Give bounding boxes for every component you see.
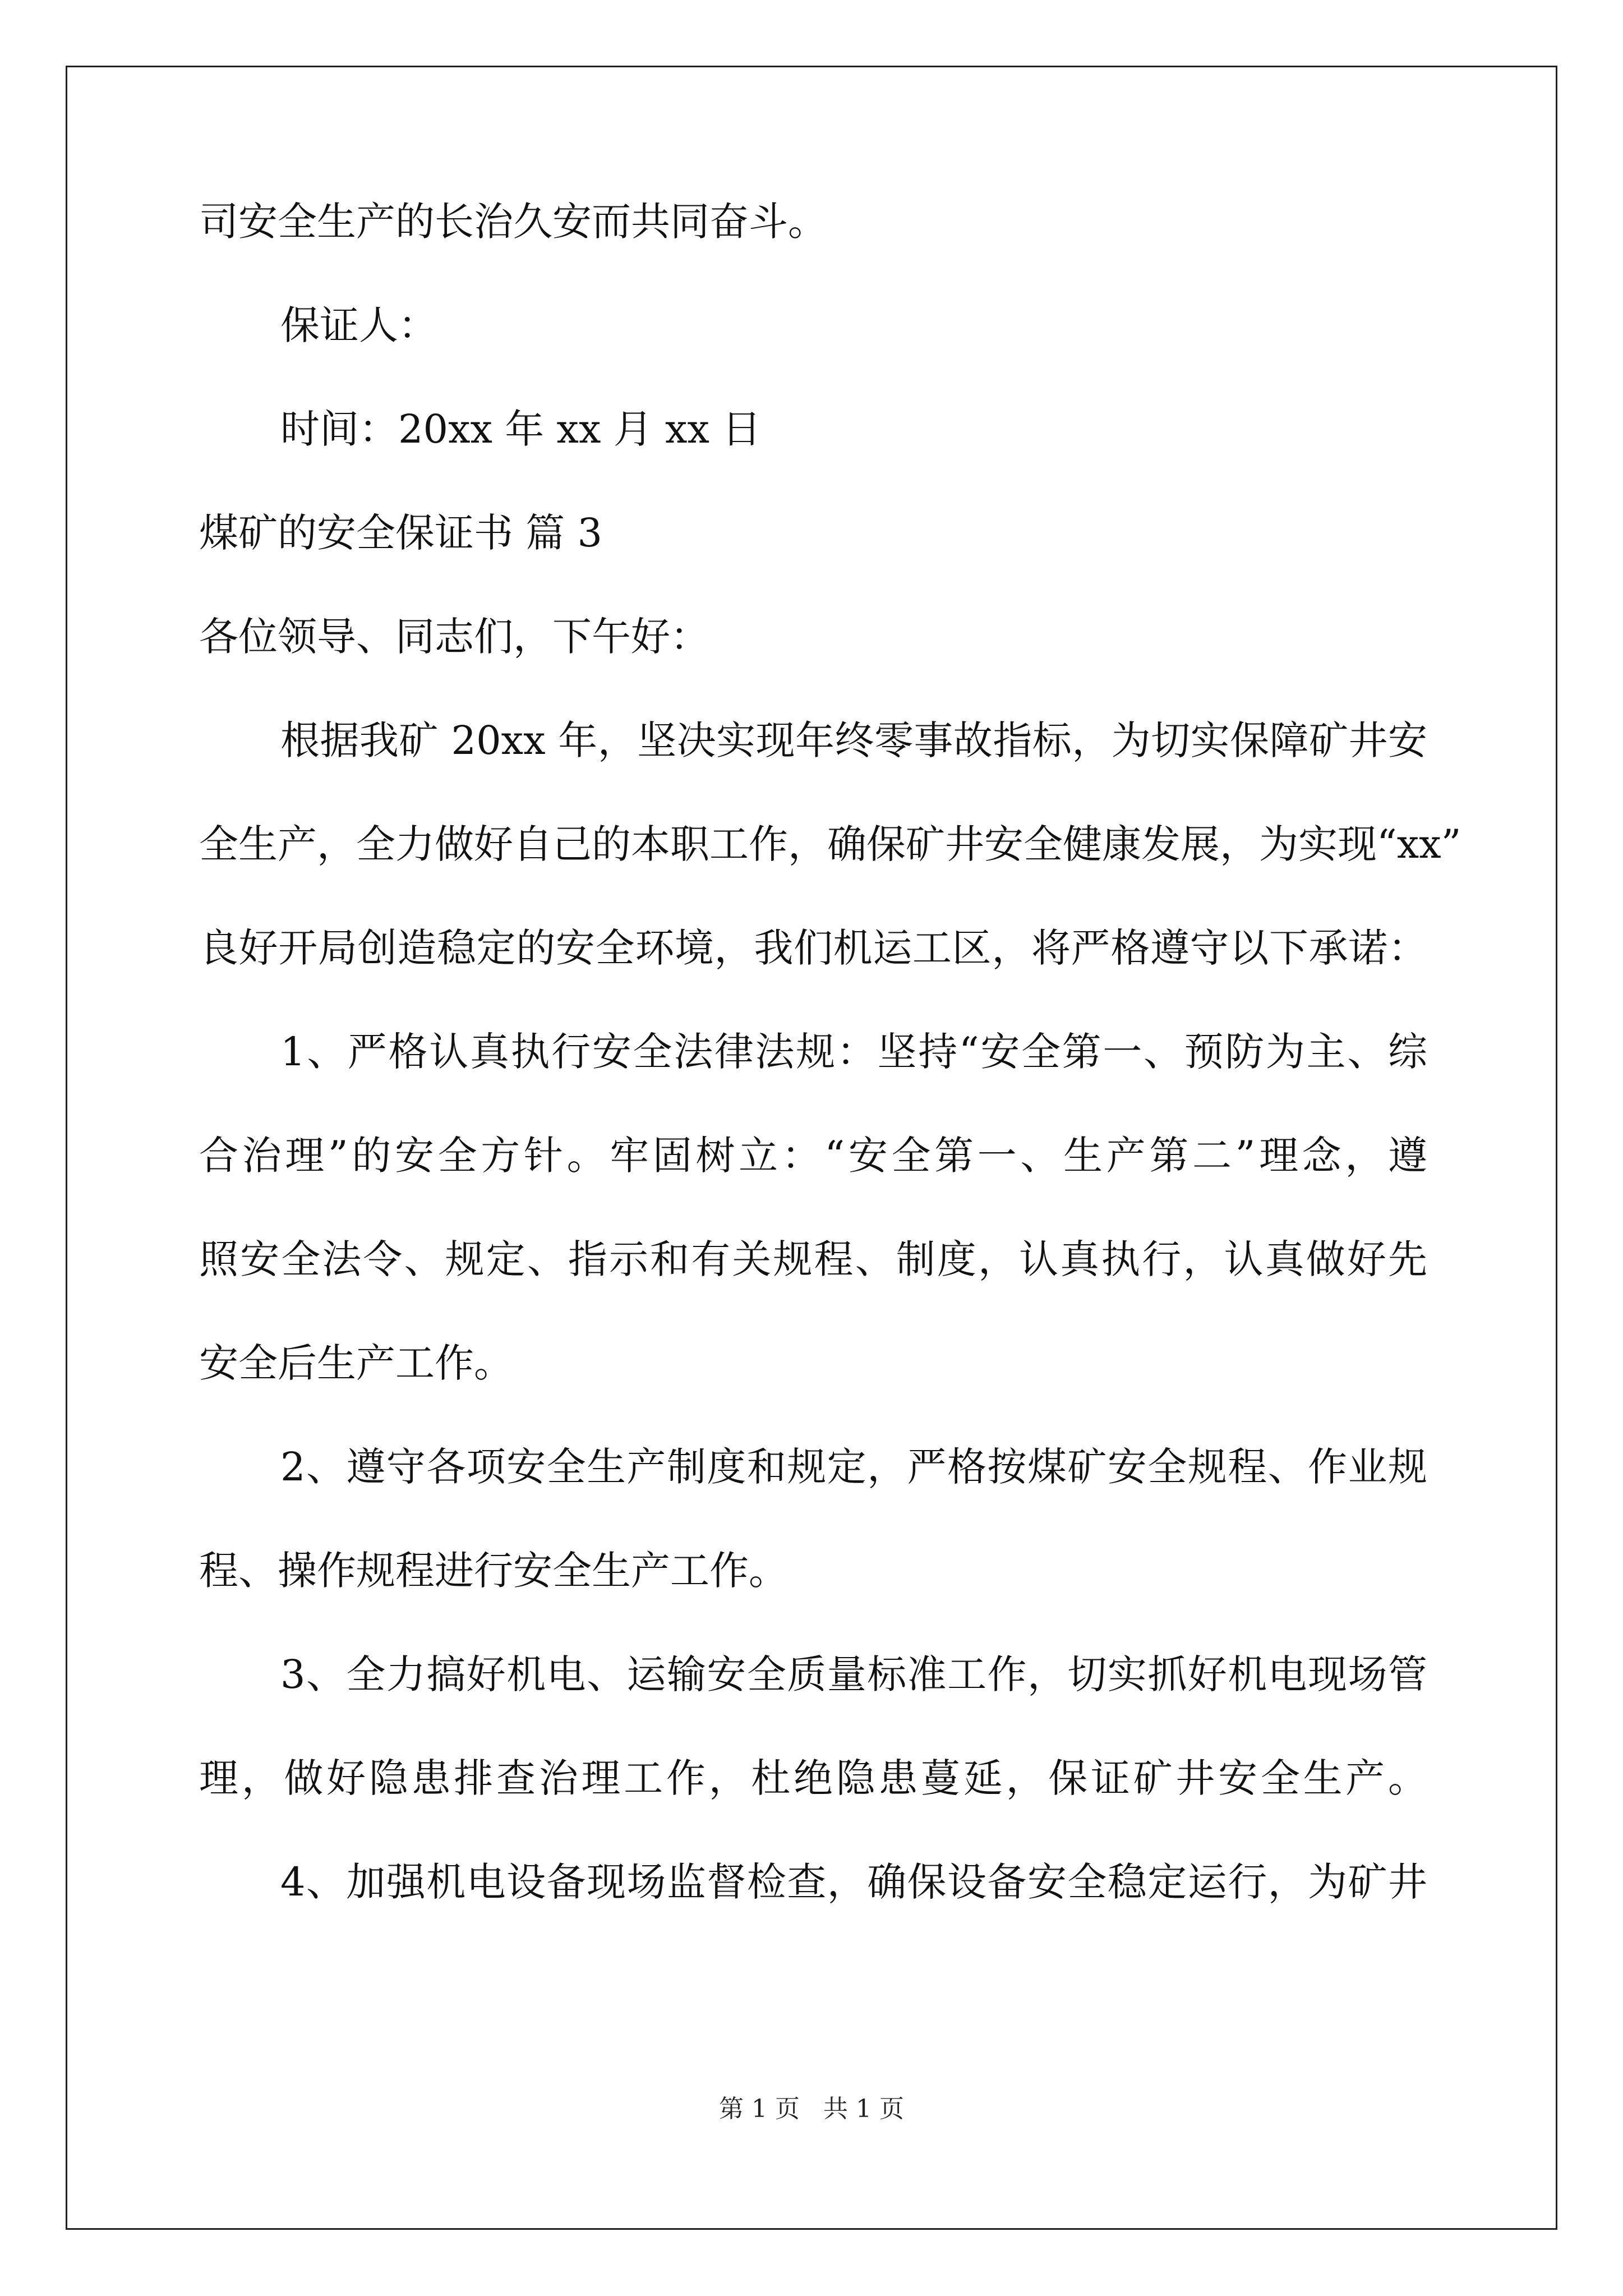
text-line: 3、全力搞好机电、运输安全质量标准工作，切实抓好机电现场管 [280, 1651, 1427, 1697]
text-line: 安全后生产工作。 [199, 1340, 513, 1386]
page-total: 共 1 页 [823, 2095, 904, 2123]
text-line: 程、操作规程进行安全生产工作。 [199, 1548, 788, 1594]
text-line: 根据我矿 20xx 年，坚决实现年终零事故指标，为切实保障矿井安 [280, 717, 1427, 763]
text-line: 理，做好隐患排查治理工作，杜绝隐患蔓延，保证矿井安全生产。 [199, 1755, 1427, 1801]
text-line: 照安全法令、规定、指示和有关规程、制度，认真执行，认真做好先 [199, 1236, 1427, 1282]
text-line: 4、加强机电设备现场监督检查，确保设备安全稳定运行，为矿井 [280, 1859, 1427, 1905]
text-line: 2、遵守各项安全生产制度和规定，严格按煤矿安全规程、作业规 [280, 1444, 1427, 1490]
section-title: 煤矿的安全保证书 篇 3 [199, 510, 603, 556]
page-footer [0, 2092, 1623, 2126]
text-line: 全生产，全力做好自己的本职工作，确保矿井安全健康发展，为实现“xx” [199, 821, 1461, 867]
text-line: 合治理”的安全方针。牢固树立：“安全第一、生产第二”理念，遵 [199, 1133, 1427, 1179]
page-number: 第 1 页 [719, 2095, 800, 2123]
date-line: 时间：20xx 年 xx 月 xx 日 [280, 406, 762, 452]
text-line: 1、严格认真执行安全法律法规：坚持“安全第一、预防为主、综 [280, 1029, 1427, 1075]
text-line: 良好开局创造稳定的安全环境，我们机运工区，将严格遵守以下承诺： [199, 925, 1427, 971]
salutation: 各位领导、同志们，下午好： [199, 614, 709, 660]
signer-label: 保证人： [280, 302, 437, 348]
text-line: 司安全生产的长治久安而共同奋斗。 [199, 199, 827, 245]
